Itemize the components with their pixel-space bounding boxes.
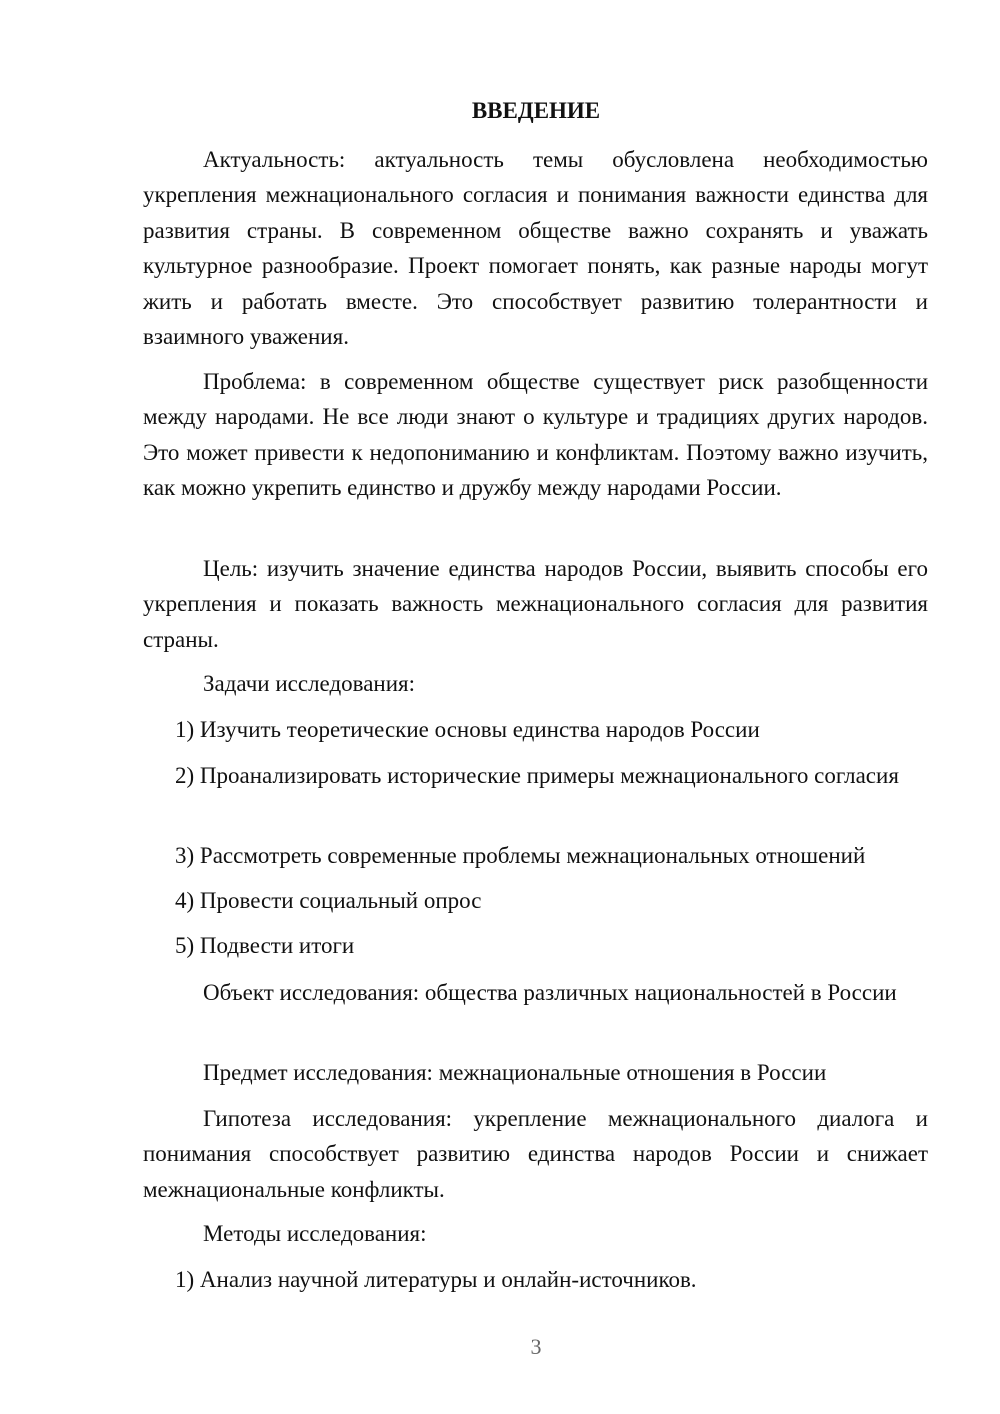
problem-paragraph: Проблема: в современном обществе существует риск разобщенности между народами. Не все люди знают о культуре и традициях других народов. Это может привести к недопониманию и конфликтам. Поэтому важно изучить, как можно укрепить единство и дружбу между народами России. <box>143 369 928 501</box>
goal-paragraph: Цель: изучить значение единства народов России, выявить способы его укрепления и показать важность межнационального согласия для развития страны. <box>143 556 928 652</box>
method-item-1: 1) Анализ научной литературы и онлайн-источников. <box>175 1267 697 1292</box>
subject-paragraph: Предмет исследования: межнациональные отношения в России <box>203 1060 827 1085</box>
section-heading: ВВЕДЕНИЕ <box>471 98 601 123</box>
hypothesis-paragraph: Гипотеза исследования: укрепление межнационального диалога и понимания способствует развитию единства народов России и снижает межнациональные конфликты. <box>143 1106 928 1202</box>
tasks-title: Задачи исследования: <box>203 671 416 696</box>
actuality-paragraph: Актуальность: актуальность темы обусловлена необходимостью укрепления межнационального согласия и понимания важности единства для развития страны. В современном обществе важно сохранять и уважать культурное разнообразие. Проект помогает понять, как разные народы могут жить и работать вместе. Это способствует развитию толерантности и взаимного уважения. <box>143 147 928 350</box>
methods-title: Методы исследования: <box>203 1221 427 1246</box>
object-paragraph: Объект исследования: общества различных национальностей в России <box>203 980 897 1005</box>
task-item-4: 4) Провести социальный опрос <box>175 888 482 913</box>
task-item-1: 1) Изучить теоретические основы единства народов России <box>175 717 760 742</box>
task-item-5: 5) Подвести итоги <box>175 933 355 958</box>
task-item-2: 2) Проанализировать исторические примеры межнационального согласия <box>175 763 899 788</box>
task-item-3: 3) Рассмотреть современные проблемы межнациональных отношений <box>175 843 866 868</box>
page-number: 3 <box>530 1334 542 1359</box>
